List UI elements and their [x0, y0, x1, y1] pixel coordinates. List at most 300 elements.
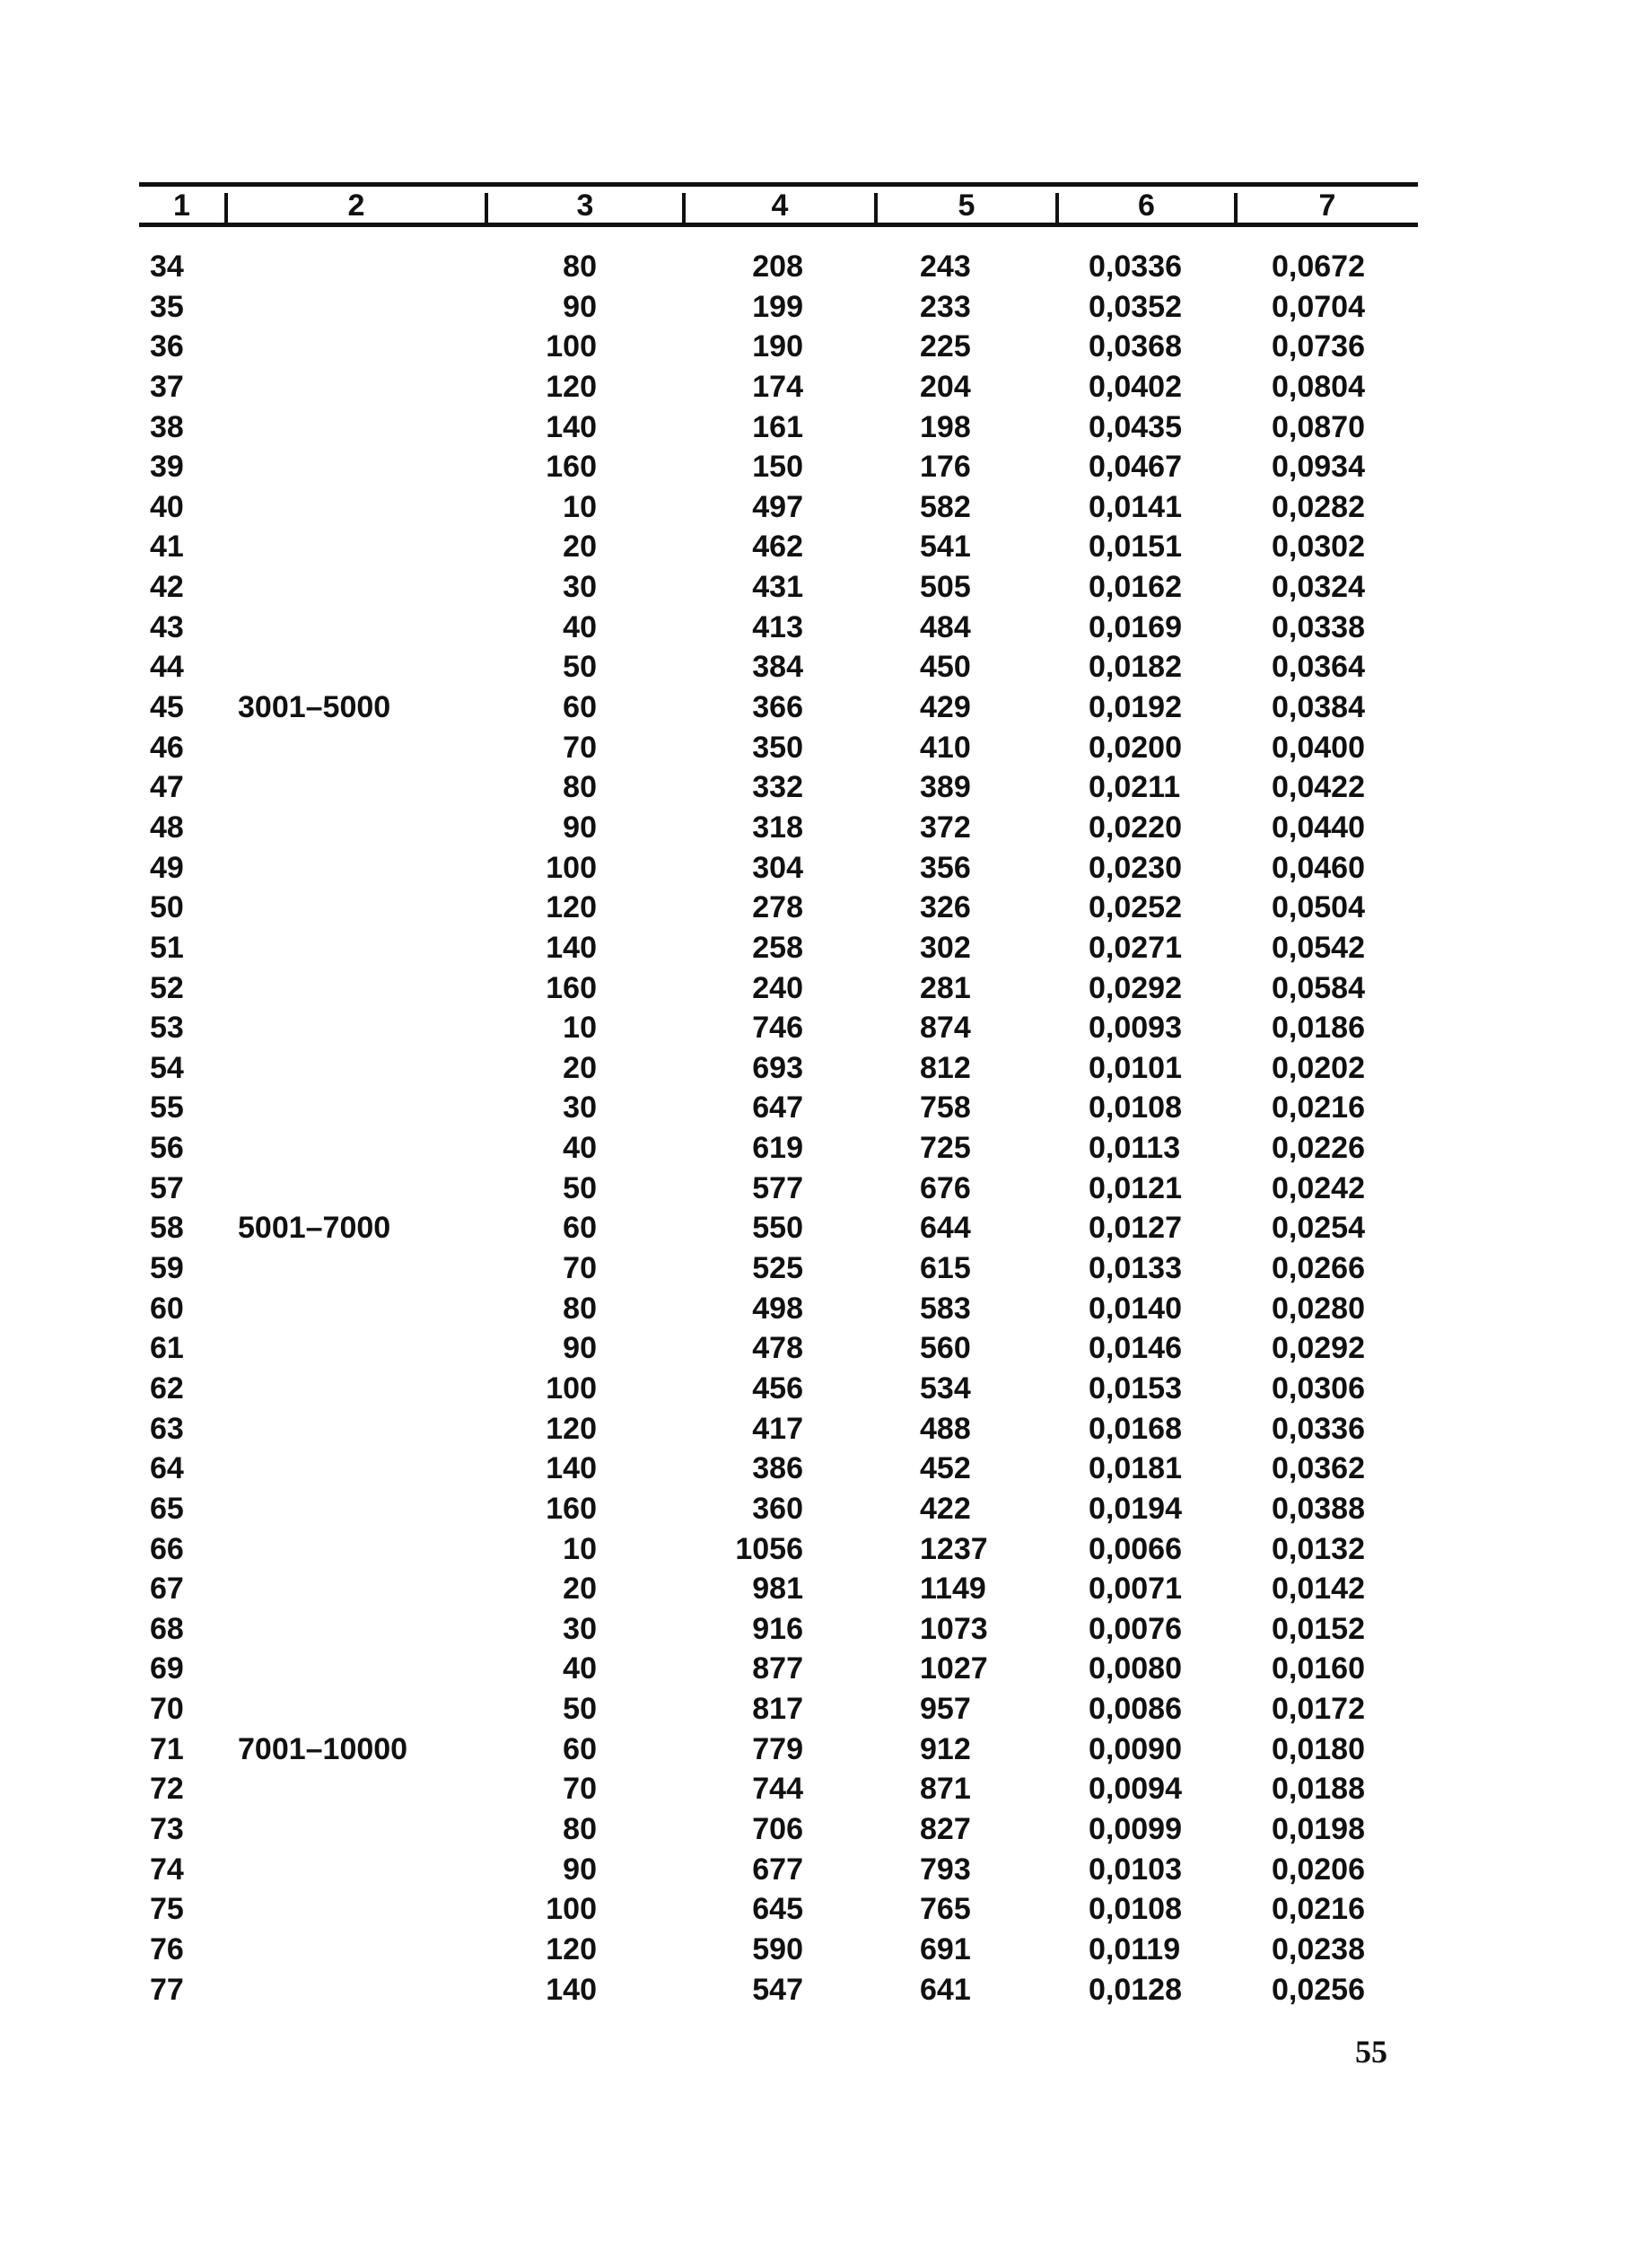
value-cell-6: 0,0071: [1089, 1572, 1182, 1607]
table-row: [139, 1889, 1418, 1930]
value-cell-6: 0,0076: [1089, 1611, 1182, 1646]
table-row: [139, 728, 1418, 768]
value-cell-5: 957: [920, 1692, 971, 1727]
value-cell-5: 452: [920, 1451, 971, 1486]
value-cell-5: 676: [920, 1170, 971, 1205]
value-cell-3: 90: [563, 810, 597, 845]
row-number-cell: 53: [150, 1011, 184, 1046]
value-cell-7: 0,0364: [1272, 650, 1365, 685]
value-cell-3: 120: [546, 1931, 597, 1966]
row-number-cell: 73: [150, 1811, 184, 1846]
value-cell-7: 0,0306: [1272, 1370, 1365, 1405]
value-cell-7: 0,0186: [1272, 1011, 1365, 1046]
value-cell-6: 0,0352: [1089, 289, 1182, 324]
value-cell-4: 456: [752, 1370, 803, 1405]
column-header-6: 6: [1138, 188, 1155, 223]
value-cell-5: 488: [920, 1411, 971, 1446]
table-row: [139, 487, 1418, 528]
value-cell-6: 0,0127: [1089, 1211, 1182, 1246]
value-cell-4: 350: [752, 730, 803, 765]
value-cell-7: 0,0302: [1272, 530, 1365, 565]
value-cell-4: 478: [752, 1331, 803, 1366]
table-row: [139, 327, 1418, 367]
row-number-cell: 42: [150, 570, 184, 605]
value-cell-6: 0,0086: [1089, 1692, 1182, 1727]
value-cell-4: 386: [752, 1451, 803, 1486]
value-cell-3: 140: [546, 1451, 597, 1486]
row-number-cell: 35: [150, 289, 184, 324]
value-cell-3: 40: [563, 1131, 597, 1166]
row-number-cell: 50: [150, 890, 184, 925]
value-cell-7: 0,0132: [1272, 1531, 1365, 1566]
value-cell-5: 484: [920, 609, 971, 644]
value-cell-4: 360: [752, 1491, 803, 1526]
value-cell-6: 0,0194: [1089, 1491, 1182, 1526]
value-cell-5: 204: [920, 369, 971, 404]
value-cell-7: 0,0226: [1272, 1131, 1365, 1166]
value-cell-6: 0,0192: [1089, 690, 1182, 725]
value-cell-4: 384: [752, 650, 803, 685]
value-cell-4: 645: [752, 1892, 803, 1927]
table-header-rule: [139, 223, 1418, 227]
value-cell-7: 0,0152: [1272, 1611, 1365, 1646]
value-cell-6: 0,0181: [1089, 1451, 1182, 1486]
row-number-cell: 60: [150, 1291, 184, 1326]
table-row: [139, 968, 1418, 1009]
table-row: [139, 407, 1418, 448]
value-cell-7: 0,0672: [1272, 250, 1365, 284]
value-cell-3: 160: [546, 1491, 597, 1526]
value-cell-5: 243: [920, 250, 971, 284]
table-row: [139, 527, 1418, 567]
row-number-cell: 40: [150, 489, 184, 524]
table-row: [139, 848, 1418, 889]
value-cell-7: 0,0160: [1272, 1651, 1365, 1686]
table-row: [139, 767, 1418, 808]
value-cell-6: 0,0169: [1089, 609, 1182, 644]
value-cell-3: 80: [563, 770, 597, 805]
value-cell-4: 706: [752, 1811, 803, 1846]
value-cell-4: 366: [752, 690, 803, 725]
value-cell-3: 160: [546, 450, 597, 485]
table-row: [139, 808, 1418, 848]
table-row: [139, 1328, 1418, 1369]
value-cell-6: 0,0252: [1089, 890, 1182, 925]
value-cell-5: 1149: [920, 1572, 986, 1607]
value-cell-6: 0,0133: [1089, 1251, 1182, 1286]
value-cell-5: 198: [920, 409, 971, 444]
value-cell-7: 0,0870: [1272, 409, 1365, 444]
value-cell-5: 615: [920, 1251, 971, 1286]
table-row: [139, 1769, 1418, 1809]
row-number-cell: 38: [150, 409, 184, 444]
value-cell-4: 304: [752, 850, 803, 885]
value-cell-7: 0,0338: [1272, 609, 1365, 644]
value-cell-5: 583: [920, 1291, 971, 1326]
value-cell-7: 0,0256: [1272, 1972, 1365, 2007]
table-row: [139, 1569, 1418, 1609]
value-cell-5: 691: [920, 1931, 971, 1966]
value-cell-7: 0,0504: [1272, 890, 1365, 925]
value-cell-7: 0,0384: [1272, 690, 1365, 725]
value-cell-7: 0,0542: [1272, 930, 1365, 965]
row-number-cell: 49: [150, 850, 184, 885]
value-cell-6: 0,0103: [1089, 1852, 1182, 1887]
value-cell-3: 20: [563, 1050, 597, 1085]
value-cell-5: 874: [920, 1011, 971, 1046]
value-cell-5: 422: [920, 1491, 971, 1526]
row-number-cell: 46: [150, 730, 184, 765]
table-row: [139, 1208, 1418, 1248]
row-number-cell: 41: [150, 530, 184, 565]
value-cell-4: 916: [752, 1611, 803, 1646]
value-cell-7: 0,0142: [1272, 1572, 1365, 1607]
row-number-cell: 56: [150, 1131, 184, 1166]
value-cell-3: 30: [563, 1090, 597, 1125]
value-cell-5: 827: [920, 1811, 971, 1846]
value-cell-5: 281: [920, 970, 971, 1005]
value-cell-6: 0,0336: [1089, 250, 1182, 284]
value-cell-7: 0,0202: [1272, 1050, 1365, 1085]
value-cell-5: 1027: [920, 1651, 988, 1686]
value-cell-7: 0,0188: [1272, 1772, 1365, 1807]
value-cell-6: 0,0090: [1089, 1731, 1182, 1766]
row-number-cell: 54: [150, 1050, 184, 1085]
value-cell-3: 80: [563, 1291, 597, 1326]
value-cell-3: 140: [546, 1972, 597, 2007]
value-cell-7: 0,0804: [1272, 369, 1365, 404]
value-cell-5: 505: [920, 570, 971, 605]
table-row: [139, 1048, 1418, 1089]
column-header-7: 7: [1318, 188, 1336, 223]
table-row: [139, 1649, 1418, 1689]
value-cell-5: 326: [920, 890, 971, 925]
value-cell-7: 0,0180: [1272, 1731, 1365, 1766]
value-cell-4: 525: [752, 1251, 803, 1286]
row-number-cell: 71: [150, 1731, 184, 1766]
value-cell-6: 0,0128: [1089, 1972, 1182, 2007]
row-number-cell: 62: [150, 1370, 184, 1405]
row-number-cell: 37: [150, 369, 184, 404]
value-cell-3: 80: [563, 1811, 597, 1846]
value-cell-5: 1073: [920, 1611, 988, 1646]
value-cell-3: 160: [546, 970, 597, 1005]
value-cell-4: 190: [752, 329, 803, 364]
value-cell-4: 318: [752, 810, 803, 845]
value-cell-4: 817: [752, 1692, 803, 1727]
value-cell-3: 50: [563, 650, 597, 685]
table-row: [139, 608, 1418, 648]
value-cell-3: 50: [563, 1170, 597, 1205]
value-cell-4: 981: [752, 1572, 803, 1607]
value-cell-4: 1056: [735, 1531, 803, 1566]
value-cell-6: 0,0140: [1089, 1291, 1182, 1326]
range-cell: 7001–10000: [238, 1731, 408, 1766]
column-header-4: 4: [771, 188, 789, 223]
table-row: [139, 1930, 1418, 1970]
value-cell-4: 417: [752, 1411, 803, 1446]
table-row: [139, 247, 1418, 287]
value-cell-6: 0,0402: [1089, 369, 1182, 404]
table-row: [139, 1169, 1418, 1209]
row-number-cell: 55: [150, 1090, 184, 1125]
value-cell-7: 0,0934: [1272, 450, 1365, 485]
value-cell-3: 140: [546, 930, 597, 965]
value-cell-5: 812: [920, 1050, 971, 1085]
value-cell-3: 40: [563, 1651, 597, 1686]
value-cell-3: 100: [546, 329, 597, 364]
value-cell-3: 10: [563, 1531, 597, 1566]
value-cell-6: 0,0113: [1089, 1131, 1181, 1166]
value-cell-7: 0,0324: [1272, 570, 1365, 605]
value-cell-3: 60: [563, 690, 597, 725]
table-row: [139, 1489, 1418, 1529]
column-header-1: 1: [173, 188, 190, 223]
table-row: [139, 1529, 1418, 1570]
value-cell-5: 372: [920, 810, 971, 845]
table-row: [139, 647, 1418, 687]
table-row: [139, 1809, 1418, 1850]
value-cell-7: 0,0362: [1272, 1451, 1365, 1486]
value-cell-6: 0,0141: [1089, 489, 1182, 524]
table-row: [139, 1008, 1418, 1048]
value-cell-6: 0,0211: [1089, 770, 1181, 805]
value-cell-5: 560: [920, 1331, 971, 1366]
value-cell-5: 302: [920, 930, 971, 965]
value-cell-7: 0,0440: [1272, 810, 1365, 845]
value-cell-5: 450: [920, 650, 971, 685]
value-cell-6: 0,0153: [1089, 1370, 1182, 1405]
value-cell-4: 278: [752, 890, 803, 925]
value-cell-4: 431: [752, 570, 803, 605]
table-body: [139, 247, 1418, 2010]
value-cell-5: 225: [920, 329, 971, 364]
value-cell-6: 0,0168: [1089, 1411, 1182, 1446]
value-cell-3: 70: [563, 1251, 597, 1286]
row-number-cell: 43: [150, 609, 184, 644]
row-number-cell: 39: [150, 450, 184, 485]
value-cell-4: 590: [752, 1931, 803, 1966]
value-cell-7: 0,0280: [1272, 1291, 1365, 1326]
value-cell-4: 462: [752, 530, 803, 565]
value-cell-3: 100: [546, 1892, 597, 1927]
table-row: [139, 1289, 1418, 1329]
value-cell-6: 0,0200: [1089, 730, 1182, 765]
value-cell-7: 0,0216: [1272, 1892, 1365, 1927]
value-cell-7: 0,0172: [1272, 1692, 1365, 1727]
value-cell-7: 0,0584: [1272, 970, 1365, 1005]
table-row: [139, 1970, 1418, 2010]
value-cell-3: 30: [563, 1611, 597, 1646]
value-cell-7: 0,0254: [1272, 1211, 1365, 1246]
row-number-cell: 75: [150, 1892, 184, 1927]
value-cell-7: 0,0400: [1272, 730, 1365, 765]
value-cell-5: 725: [920, 1131, 971, 1166]
value-cell-6: 0,0146: [1089, 1331, 1182, 1366]
value-cell-7: 0,0388: [1272, 1491, 1365, 1526]
value-cell-3: 80: [563, 250, 597, 284]
value-cell-4: 150: [752, 450, 803, 485]
row-number-cell: 44: [150, 650, 184, 685]
row-number-cell: 66: [150, 1531, 184, 1566]
value-cell-7: 0,0422: [1272, 770, 1365, 805]
value-cell-3: 140: [546, 409, 597, 444]
value-cell-3: 10: [563, 489, 597, 524]
row-number-cell: 57: [150, 1170, 184, 1205]
value-cell-3: 90: [563, 1331, 597, 1366]
row-number-cell: 51: [150, 930, 184, 965]
row-number-cell: 52: [150, 970, 184, 1005]
value-cell-7: 0,0336: [1272, 1411, 1365, 1446]
value-cell-3: 120: [546, 890, 597, 925]
value-cell-7: 0,0198: [1272, 1811, 1365, 1846]
value-cell-3: 40: [563, 609, 597, 644]
value-cell-4: 744: [752, 1772, 803, 1807]
value-cell-6: 0,0093: [1089, 1011, 1182, 1046]
value-cell-5: 1237: [920, 1531, 988, 1566]
range-cell: 3001–5000: [238, 690, 391, 725]
row-number-cell: 74: [150, 1852, 184, 1887]
value-cell-4: 161: [752, 409, 803, 444]
table-row: [139, 1449, 1418, 1489]
row-number-cell: 70: [150, 1692, 184, 1727]
row-number-cell: 69: [150, 1651, 184, 1686]
value-cell-4: 779: [752, 1731, 803, 1766]
value-cell-5: 176: [920, 450, 971, 485]
value-cell-6: 0,0099: [1089, 1811, 1182, 1846]
row-number-cell: 77: [150, 1972, 184, 2007]
value-cell-3: 20: [563, 1572, 597, 1607]
value-cell-4: 497: [752, 489, 803, 524]
value-cell-3: 120: [546, 369, 597, 404]
value-cell-4: 677: [752, 1852, 803, 1887]
row-number-cell: 64: [150, 1451, 184, 1486]
value-cell-7: 0,0736: [1272, 329, 1365, 364]
value-cell-7: 0,0216: [1272, 1090, 1365, 1125]
value-cell-6: 0,0080: [1089, 1651, 1182, 1686]
row-number-cell: 34: [150, 250, 184, 284]
value-cell-7: 0,0292: [1272, 1331, 1365, 1366]
value-cell-3: 70: [563, 730, 597, 765]
value-cell-3: 50: [563, 1692, 597, 1727]
value-cell-4: 332: [752, 770, 803, 805]
value-cell-7: 0,0206: [1272, 1852, 1365, 1887]
row-number-cell: 72: [150, 1772, 184, 1807]
value-cell-5: 356: [920, 850, 971, 885]
value-cell-5: 429: [920, 690, 971, 725]
table-row: [139, 1689, 1418, 1729]
value-cell-6: 0,0108: [1089, 1892, 1182, 1927]
table-row: [139, 1409, 1418, 1449]
value-cell-3: 90: [563, 289, 597, 324]
row-number-cell: 65: [150, 1491, 184, 1526]
value-cell-7: 0,0282: [1272, 489, 1365, 524]
value-cell-4: 877: [752, 1651, 803, 1686]
value-cell-4: 647: [752, 1090, 803, 1125]
value-cell-7: 0,0460: [1272, 850, 1365, 885]
value-cell-6: 0,0230: [1089, 850, 1182, 885]
value-cell-3: 60: [563, 1731, 597, 1766]
value-cell-6: 0,0182: [1089, 650, 1182, 685]
value-cell-6: 0,0094: [1089, 1772, 1182, 1807]
value-cell-4: 258: [752, 930, 803, 965]
value-cell-5: 871: [920, 1772, 971, 1807]
row-number-cell: 76: [150, 1931, 184, 1966]
value-cell-4: 208: [752, 250, 803, 284]
row-number-cell: 68: [150, 1611, 184, 1646]
table-row: [139, 1128, 1418, 1169]
column-header-3: 3: [576, 188, 594, 223]
value-cell-5: 912: [920, 1731, 971, 1766]
value-cell-5: 793: [920, 1852, 971, 1887]
table-row: [139, 287, 1418, 328]
value-cell-3: 90: [563, 1852, 597, 1887]
value-cell-3: 60: [563, 1211, 597, 1246]
value-cell-6: 0,0271: [1089, 930, 1182, 965]
value-cell-5: 644: [920, 1211, 971, 1246]
value-cell-4: 577: [752, 1170, 803, 1205]
value-cell-6: 0,0119: [1089, 1931, 1181, 1966]
value-cell-3: 120: [546, 1411, 597, 1446]
table-row: [139, 367, 1418, 407]
row-number-cell: 59: [150, 1251, 184, 1286]
value-cell-5: 233: [920, 289, 971, 324]
value-cell-7: 0,0238: [1272, 1931, 1365, 1966]
value-cell-6: 0,0108: [1089, 1090, 1182, 1125]
table-row: [139, 687, 1418, 728]
value-cell-3: 70: [563, 1772, 597, 1807]
page-number: 55: [1355, 2034, 1387, 2070]
table-row: [139, 1088, 1418, 1128]
value-cell-5: 534: [920, 1370, 971, 1405]
value-cell-5: 541: [920, 530, 971, 565]
value-cell-3: 30: [563, 570, 597, 605]
value-cell-3: 10: [563, 1011, 597, 1046]
row-number-cell: 58: [150, 1211, 184, 1246]
value-cell-6: 0,0292: [1089, 970, 1182, 1005]
row-number-cell: 63: [150, 1411, 184, 1446]
value-cell-5: 582: [920, 489, 971, 524]
column-header-2: 2: [347, 188, 365, 223]
value-cell-4: 498: [752, 1291, 803, 1326]
value-cell-7: 0,0704: [1272, 289, 1365, 324]
row-number-cell: 45: [150, 690, 184, 725]
value-cell-4: 619: [752, 1131, 803, 1166]
row-number-cell: 36: [150, 329, 184, 364]
range-cell: 5001–7000: [238, 1211, 391, 1246]
table-row: [139, 1248, 1418, 1289]
value-cell-6: 0,0151: [1089, 530, 1182, 565]
row-number-cell: 48: [150, 810, 184, 845]
value-cell-7: 0,0266: [1272, 1251, 1365, 1286]
table-row: [139, 1850, 1418, 1890]
value-cell-6: 0,0368: [1089, 329, 1182, 364]
value-cell-5: 641: [920, 1972, 971, 2007]
value-cell-4: 693: [752, 1050, 803, 1085]
table-row: [139, 1609, 1418, 1650]
table-row: [139, 888, 1418, 928]
row-number-cell: 47: [150, 770, 184, 805]
value-cell-3: 100: [546, 850, 597, 885]
row-number-cell: 61: [150, 1331, 184, 1366]
value-cell-3: 20: [563, 530, 597, 565]
value-cell-4: 240: [752, 970, 803, 1005]
row-number-cell: 67: [150, 1572, 184, 1607]
value-cell-6: 0,0101: [1089, 1050, 1182, 1085]
value-cell-5: 410: [920, 730, 971, 765]
value-cell-4: 413: [752, 609, 803, 644]
table-row: [139, 928, 1418, 968]
